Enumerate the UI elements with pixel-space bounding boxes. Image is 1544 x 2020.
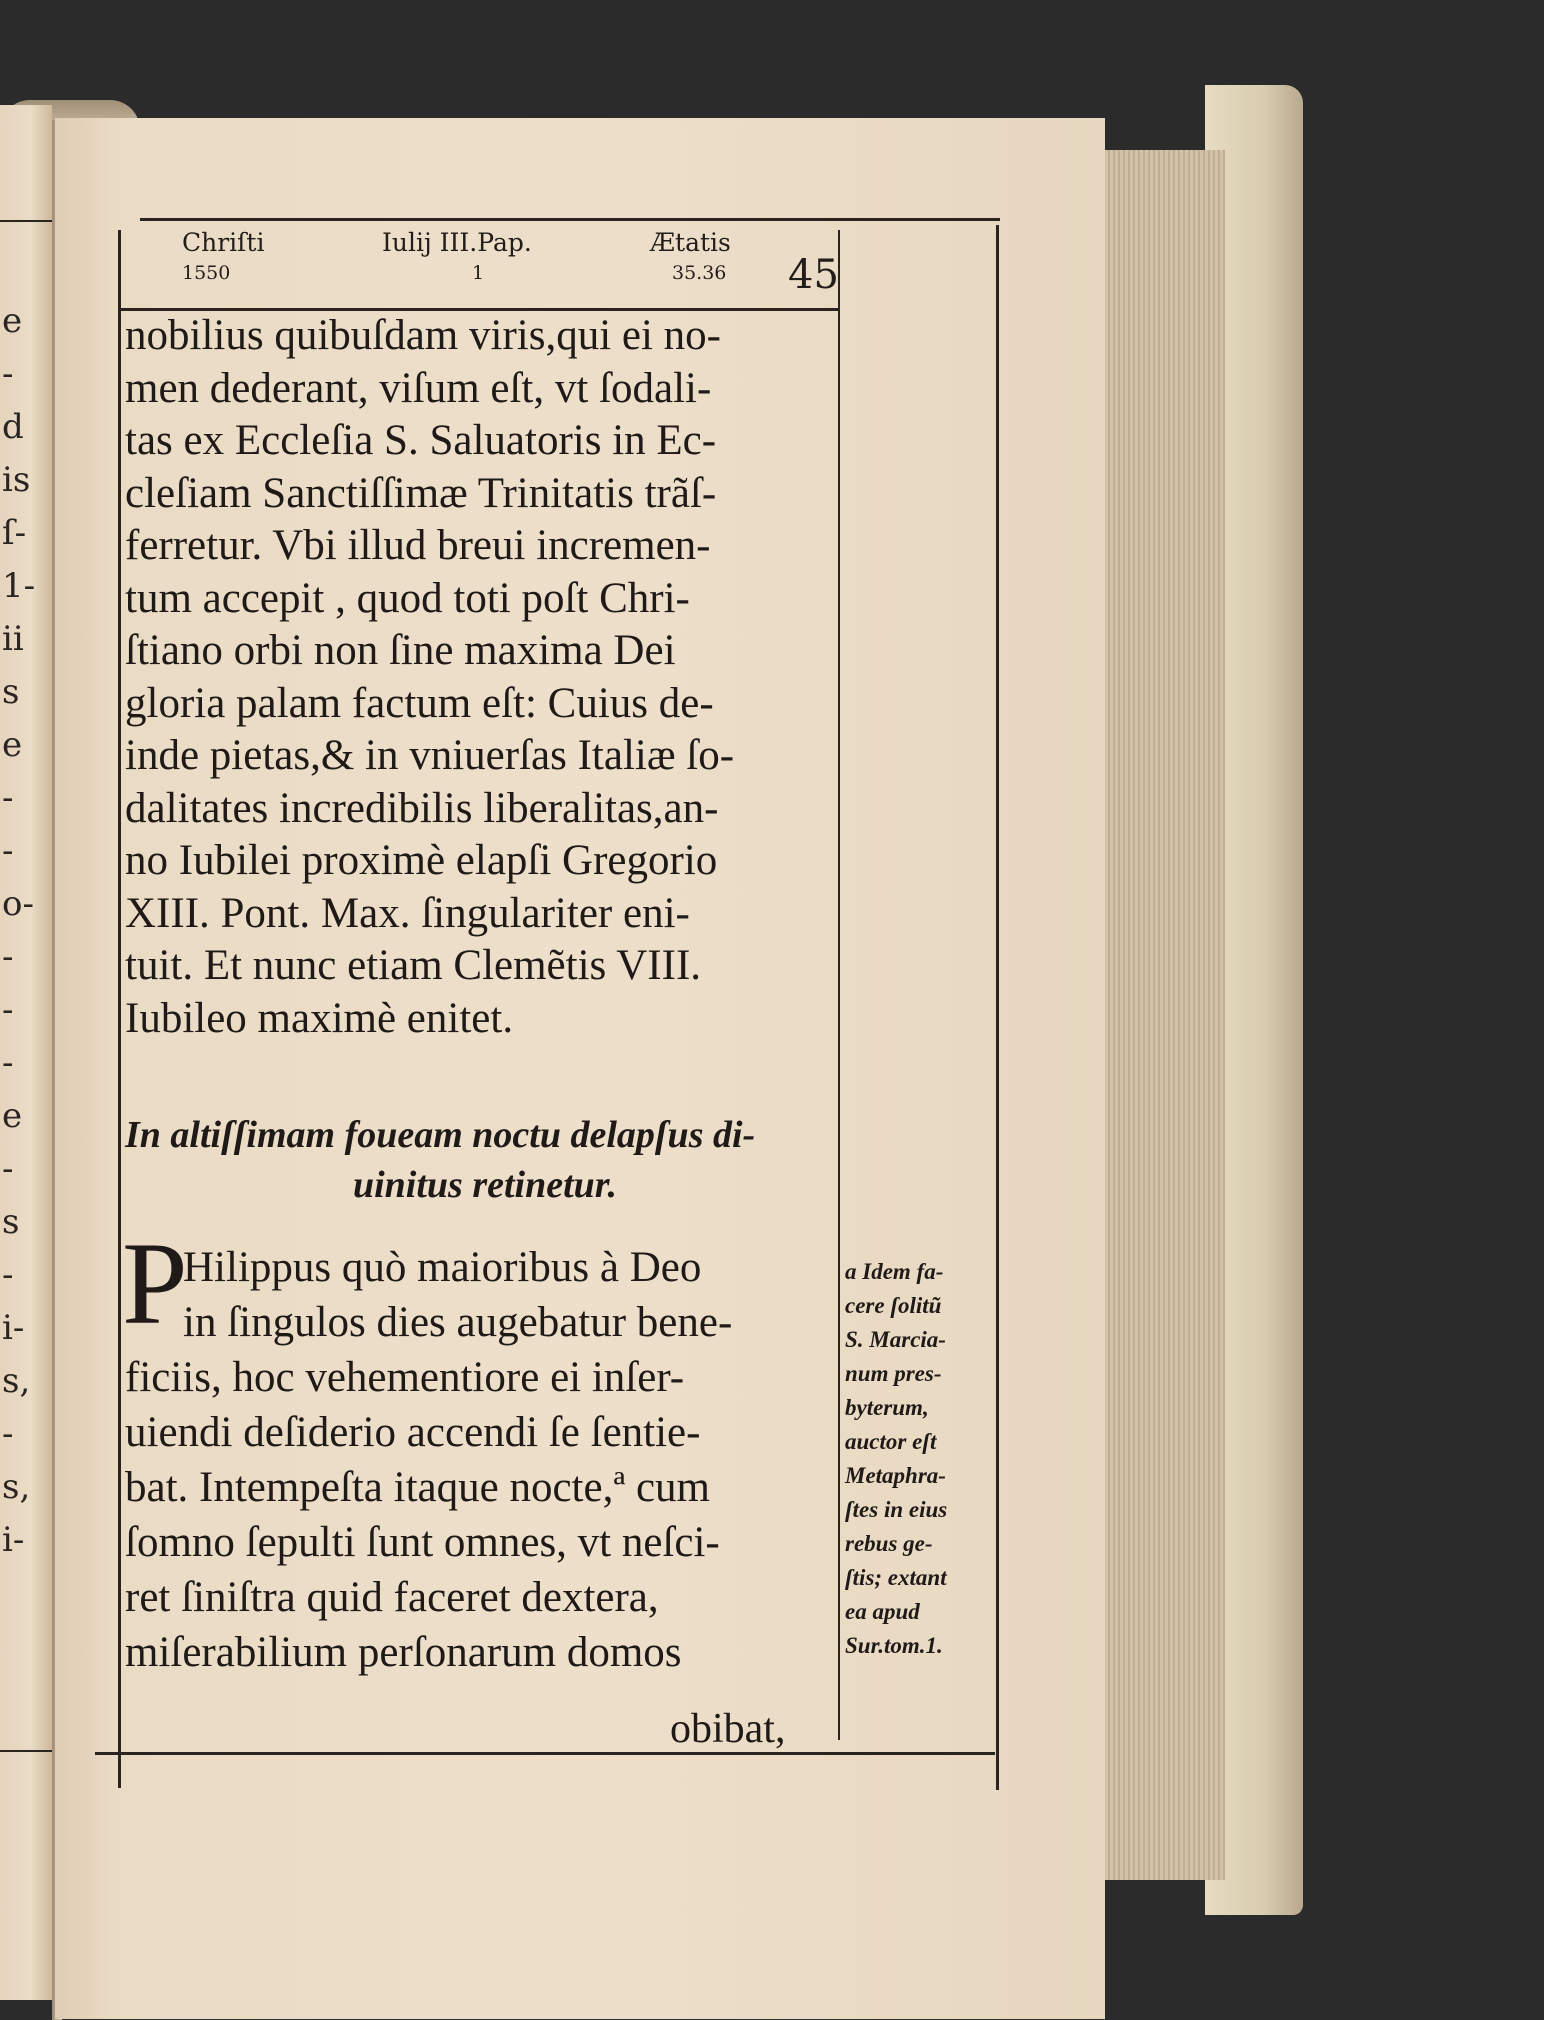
section-heading-line-1: In altiſſimam foueam noctu delapſus di- (125, 1114, 756, 1156)
text-line: ficiis, hoc vehementiore ei inſer- (125, 1354, 685, 1401)
marginal-note (845, 1255, 993, 1663)
facing-page-fragment: e (2, 301, 23, 341)
text-line: cleſiam Sanctiſſimæ Trinitatis trãſ- (125, 469, 717, 517)
facing-page-fragment: - (2, 1414, 14, 1454)
text-line: inde pietas,& in vniuerſas Italiæ ſo- (125, 732, 735, 779)
text-line: men dederant, viſum eſt, vt ſodali- (125, 364, 712, 412)
marginal-note-line: a Idem fa- (845, 1259, 944, 1284)
facing-page-fragment: ſ- (2, 513, 27, 553)
facing-page-edge (0, 105, 52, 2000)
facing-page-fragment: d (2, 407, 24, 447)
text-line: ſomno ſepulti ſunt omnes, vt neſci- (125, 1519, 720, 1566)
text-line: no Iubilei proximè elapſi Gregorio (125, 837, 718, 884)
marginal-note-line: S. Marcia- (845, 1327, 946, 1352)
page-number: 45 (788, 252, 839, 298)
text-line: bat. Intempeſta itaque nocte,ª cum (125, 1464, 710, 1511)
facing-page-fragment: e (2, 725, 23, 765)
facing-page-fragment: - (2, 778, 14, 818)
marginal-note-line: rebus ge- (845, 1531, 933, 1556)
facing-page-fragment: e (2, 1096, 23, 1136)
marginal-note-line: ſtes in eius (845, 1497, 948, 1522)
facing-page-fragment: s, (2, 1467, 31, 1507)
marginal-note-line: ea apud (845, 1599, 920, 1624)
facing-page-fragment: s (2, 672, 20, 712)
marginal-note-line: num pres- (845, 1361, 942, 1386)
facing-page-fragment: s (2, 1202, 20, 1242)
facing-page-rule-top (0, 220, 52, 222)
text-line: ferretur. Vbi illud breui incremen- (125, 522, 711, 569)
running-head-aetatis (650, 228, 731, 288)
running-head-pope-year: 1 (472, 262, 485, 284)
facing-page-fragment: - (2, 937, 14, 977)
facing-page-fragment: 1- (2, 566, 36, 606)
facing-page-fragment: - (2, 831, 14, 871)
facing-page-fragment: - (2, 354, 14, 394)
running-head-christi-year: 1550 (182, 262, 231, 284)
running-head-christi (182, 228, 264, 288)
facing-page-fragment: i- (2, 1308, 25, 1348)
page-block-edges (1095, 150, 1225, 1880)
drop-cap: P (122, 1218, 188, 1349)
facing-page-fragment: is (2, 460, 31, 500)
facing-page-fragment: - (2, 1255, 14, 1295)
running-head-aetatis-label: Ætatis (650, 228, 731, 257)
marginal-note-line: cere ſolitũ (845, 1293, 942, 1318)
text-line: dalitates incredibilis liberalitas,an- (125, 784, 719, 832)
paragraph-1 (125, 310, 845, 1045)
text-line: tas ex Eccleſia S. Saluatoris in Ec- (125, 417, 717, 464)
running-head-aetatis-age: 35.36 (672, 262, 727, 284)
text-line: Hilippus quò maioribus à Deo (183, 1244, 702, 1291)
facing-page-fragment: - (2, 990, 14, 1030)
text-line: in ſingulos dies augebatur bene- (183, 1299, 733, 1346)
text-line: ſtiano orbi non ſine maxima Dei (125, 627, 676, 674)
facing-page-fragment: s, (2, 1361, 31, 1401)
facing-page-text (2, 295, 35, 1567)
facing-page-fragment: ii (2, 619, 24, 659)
facing-page-fragment: o- (2, 884, 34, 924)
text-line: gloria palam factum eſt: Cuius de- (125, 679, 714, 727)
text-line: Iubileo maximè enitet. (125, 994, 514, 1042)
text-line: ret ſiniſtra quid faceret dextera, (125, 1574, 659, 1621)
frame-bottom-rule (95, 1752, 995, 1755)
facing-page-rule-bottom (0, 1750, 52, 1752)
section-heading (125, 1110, 845, 1210)
running-head-pope-label: Iulij III.Pap. (382, 228, 532, 257)
facing-page-fragment: - (2, 1149, 14, 1189)
frame-top-rule (140, 218, 1000, 221)
frame-right-rule (996, 225, 999, 1790)
text-line: uiendi deſiderio accendi ſe ſentie- (125, 1409, 701, 1456)
text-line: XIII. Pont. Max. ſingulariter eni- (125, 889, 690, 937)
running-head-christi-label: Chriſti (182, 228, 265, 257)
facing-page-fragment: - (2, 1043, 14, 1083)
marginal-note-line: Sur.tom.1. (845, 1633, 943, 1658)
facing-page-fragment: i- (2, 1520, 25, 1560)
running-head-pope (382, 228, 532, 288)
section-heading-line-2: uinitus retinetur. (352, 1164, 617, 1206)
marginal-note-line: ſtis; extant (845, 1565, 947, 1590)
marginal-note-line: byterum, (845, 1395, 929, 1420)
paragraph-2 (125, 1240, 845, 1680)
text-line: miſerabilium perſonarum domos (125, 1629, 682, 1676)
catchword: obibat, (670, 1706, 786, 1752)
text-line: tuit. Et nunc etiam Clemẽtis VIII. (125, 942, 702, 989)
marginal-note-line: auctor eſt (845, 1429, 937, 1454)
marginal-note-line: Metaphra- (845, 1463, 946, 1488)
text-line: nobilius quibuſdam viris,qui ei no- (125, 312, 721, 359)
text-line: tum accepit , quod toti poſt Chri- (125, 574, 690, 622)
